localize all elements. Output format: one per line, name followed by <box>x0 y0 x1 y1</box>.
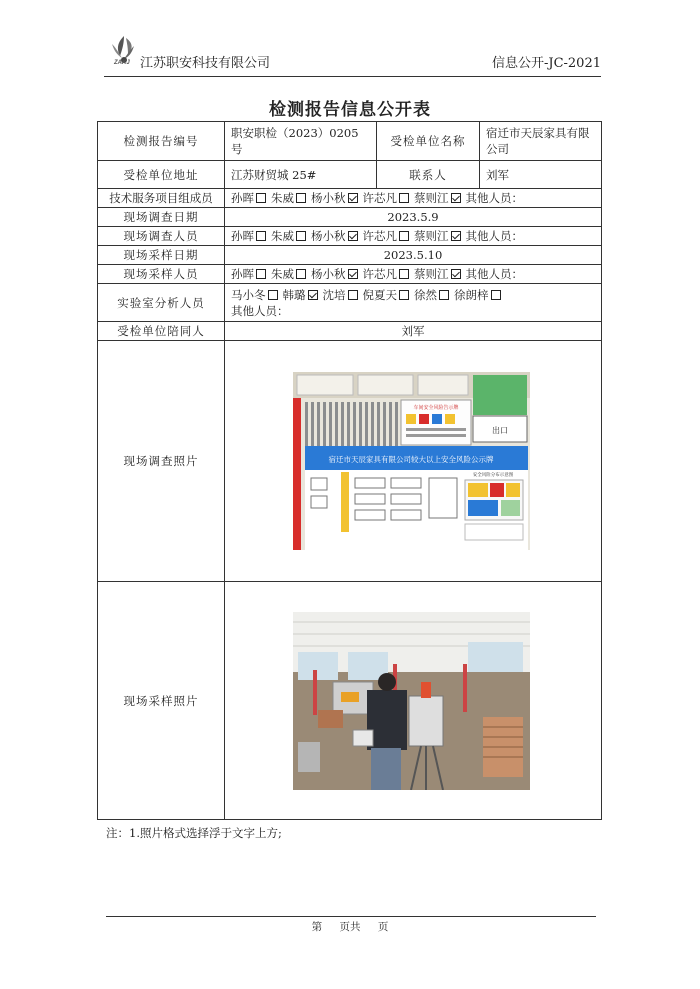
unchecked-box-icon <box>256 193 266 203</box>
unchecked-box-icon <box>256 231 266 241</box>
document-number: 信息公开-JC-2021 <box>491 56 601 71</box>
table-row <box>98 189 602 208</box>
report-no-value: 职安职检（2023）0205 号 <box>225 122 377 161</box>
unchecked-box-icon <box>296 231 306 241</box>
client-label: 受检单位名称 <box>377 122 480 161</box>
checked-box-icon <box>348 269 358 279</box>
survey-photo <box>293 372 530 550</box>
team-checklist <box>225 189 602 208</box>
staff-name: 朱威 <box>271 229 294 243</box>
staff-name: 蔡则江 <box>414 267 449 281</box>
info-table <box>97 121 602 820</box>
staff-name: 朱威 <box>271 191 294 205</box>
staff-name: 沈培 <box>322 287 346 302</box>
staff-name: 徐然 <box>414 287 437 302</box>
other-staff-label: 其他人员： <box>465 191 523 205</box>
samplers-checklist <box>225 265 602 284</box>
unchecked-box-icon <box>399 269 409 279</box>
unchecked-box-icon <box>399 193 409 203</box>
other-staff-label: 其他人员： <box>465 229 523 243</box>
grille-bar <box>317 402 320 446</box>
unchecked-box-icon <box>296 269 306 279</box>
grille-bar <box>353 402 356 446</box>
grille-bar <box>305 402 308 446</box>
staff-name: 许芯凡 <box>362 229 397 243</box>
grille-bar <box>365 402 368 446</box>
grille-bar <box>323 402 326 446</box>
logo-text: ZAKJ <box>114 60 130 66</box>
survey-photo-label: 现场调查照片 <box>98 341 225 582</box>
staff-name: 杨小秋 <box>311 191 346 205</box>
unchecked-box-icon <box>491 290 501 300</box>
staff-name: 蔡则江 <box>414 229 449 243</box>
staff-name: 杨小秋 <box>311 229 346 243</box>
exit-sign-text: 出口 <box>492 426 508 435</box>
grille-bar <box>341 402 344 446</box>
staff-name: 徐朗梓 <box>454 287 489 302</box>
lab-label: 实验室分析人员 <box>98 284 225 322</box>
survey-photo-cell <box>225 341 602 582</box>
checked-box-icon <box>308 290 318 300</box>
table-row <box>98 227 602 246</box>
contact-label: 联系人 <box>377 161 480 189</box>
survey-date-value: 2023.5.9 <box>225 208 602 227</box>
survey-photo-image <box>293 372 530 550</box>
table-row <box>98 161 602 189</box>
team-label: 技术服务项目组成员 <box>98 189 225 208</box>
unchecked-box-icon <box>296 193 306 203</box>
report-no-label: 检测报告编号 <box>98 122 225 161</box>
staff-name: 韩璐 <box>282 287 306 302</box>
escort-value: 刘军 <box>225 322 602 341</box>
page-header <box>104 30 601 77</box>
footer-rule <box>106 916 596 917</box>
checked-box-icon <box>451 193 461 203</box>
sampling-photo-cell <box>225 582 602 820</box>
samplers-label: 现场采样人员 <box>98 265 225 284</box>
unchecked-box-icon <box>256 269 266 279</box>
page-footer: 第 页共 页 <box>311 921 389 933</box>
risk-sign-title: 宿迁市天辰家具有限公司较大以上安全风险公示牌 <box>328 455 494 464</box>
photo-format-note: 注：1.照片格式选择浮于文字上方; <box>106 826 282 840</box>
staff-name: 许芯凡 <box>362 191 397 205</box>
grille-bar <box>329 402 332 446</box>
grille-bar <box>347 402 350 446</box>
other-staff-label: 其他人员： <box>465 267 523 281</box>
sampling-photo <box>293 612 530 790</box>
staff-name: 杨小秋 <box>311 267 346 281</box>
grille-bar <box>311 402 314 446</box>
unchecked-box-icon <box>399 231 409 241</box>
sampling-date-label: 现场采样日期 <box>98 246 225 265</box>
unchecked-box-icon <box>399 290 409 300</box>
staff-name: 许芯凡 <box>362 267 397 281</box>
unchecked-box-icon <box>268 290 278 300</box>
staff-name: 孙晖 <box>231 229 254 243</box>
grille-bar <box>377 402 380 446</box>
staff-name: 孙晖 <box>231 267 254 281</box>
surveyors-checklist <box>225 227 602 246</box>
grille-bar <box>359 402 362 446</box>
table-row <box>98 341 602 582</box>
address-value: 江苏财贸城 25# <box>225 161 377 189</box>
grille-bar <box>383 402 386 446</box>
page-title: 检测报告信息公开表 <box>269 100 431 120</box>
grille-bar <box>371 402 374 446</box>
table-row <box>98 582 602 820</box>
checked-box-icon <box>348 193 358 203</box>
surveyors-label: 现场调查人员 <box>98 227 225 246</box>
table-row <box>98 322 602 341</box>
sampling-photo-label: 现场采样照片 <box>98 582 225 820</box>
grille-bar <box>335 402 338 446</box>
grille-bar <box>389 402 392 446</box>
checked-box-icon <box>451 269 461 279</box>
sampling-photo-image <box>293 612 530 790</box>
unchecked-box-icon <box>348 290 358 300</box>
board-title-text: 车间安全风险告示牌 <box>413 405 459 411</box>
escort-label: 受检单位陪同人 <box>98 322 225 341</box>
company-name: 江苏职安科技有限公司 <box>140 56 271 71</box>
table-row <box>98 265 602 284</box>
table-row <box>98 284 602 322</box>
staff-name: 蔡则江 <box>414 191 449 205</box>
table-row <box>98 246 602 265</box>
survey-date-label: 现场调查日期 <box>98 208 225 227</box>
contact-value: 刘军 <box>480 161 602 189</box>
staff-name: 朱威 <box>271 267 294 281</box>
unchecked-box-icon <box>439 290 449 300</box>
checked-box-icon <box>348 231 358 241</box>
address-label: 受检单位地址 <box>98 161 225 189</box>
lab-other-label: 其他人员： <box>231 303 289 318</box>
lab-staff-list <box>231 287 595 303</box>
checked-box-icon <box>451 231 461 241</box>
grille-bar <box>395 402 398 446</box>
lab-checklist <box>225 284 602 322</box>
sampling-date-value: 2023.5.10 <box>225 246 602 265</box>
table-row <box>98 122 602 161</box>
staff-name: 倪夏天 <box>362 287 397 302</box>
staff-name: 孙晖 <box>231 191 254 205</box>
client-value: 宿迁市天辰家具有限公司 <box>480 122 602 161</box>
staff-name: 马小冬 <box>231 287 266 302</box>
table-row <box>98 208 602 227</box>
risk-map-title: 安全风险分布示意图 <box>472 473 514 478</box>
